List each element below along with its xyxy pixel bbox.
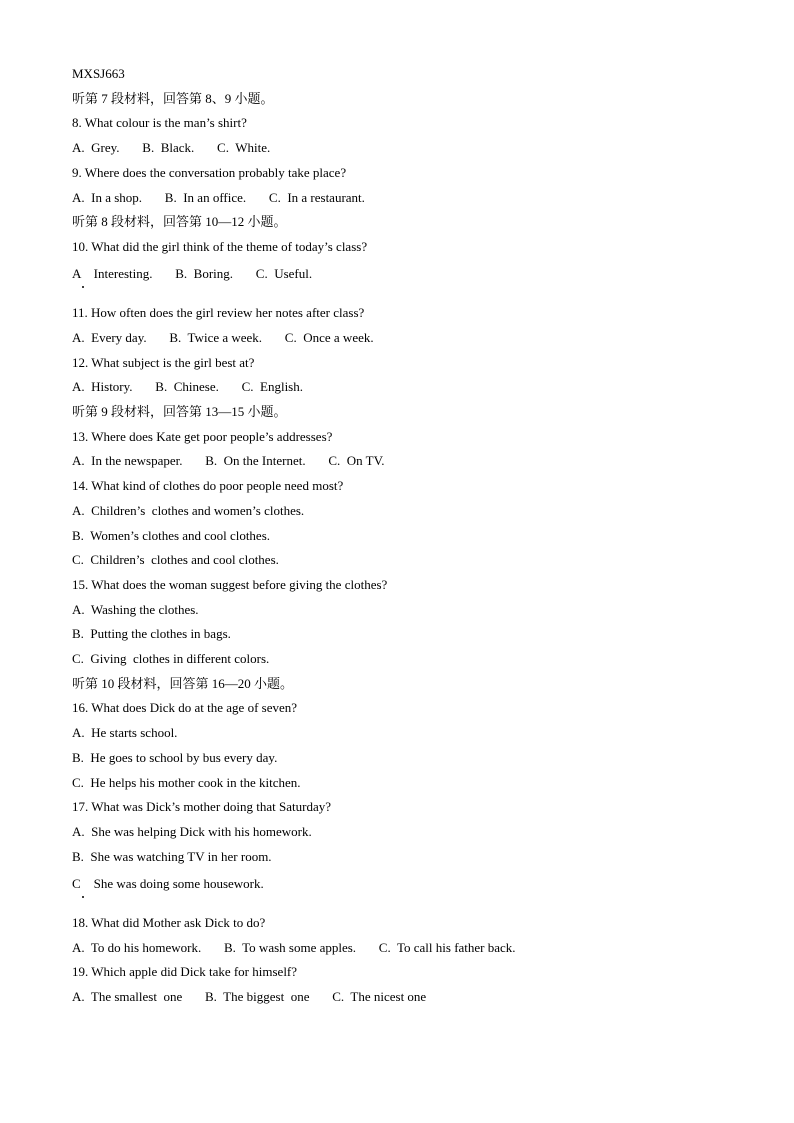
punctuation-dot xyxy=(82,286,84,288)
option: A. He starts school. xyxy=(72,725,178,740)
question: 13. Where does Kate get poor people’s addresses? xyxy=(72,429,333,444)
options-row: A. History. B. Chinese. C. English. xyxy=(72,379,303,394)
options-row: A. To do his homework. B. To wash some apples. C. To call his father back. xyxy=(72,940,516,955)
question: 14. What kind of clothes do poor people need most? xyxy=(72,478,344,493)
option: B. Putting the clothes in bags. xyxy=(72,626,231,641)
section-heading: 听第 8 段材料，回答第 10—12 小题。 xyxy=(72,214,287,229)
question: 8. What colour is the man’s shirt? xyxy=(72,115,247,130)
options-row: A Interesting. B. Boring. C. Useful. xyxy=(72,266,313,281)
options-row: A. Every day. B. Twice a week. C. Once a week. xyxy=(72,330,374,345)
question: 11. How often does the girl review her notes after class? xyxy=(72,305,365,320)
question: 16. What does Dick do at the age of seven? xyxy=(72,700,298,715)
options-row: A. In a shop. B. In an office. C. In a restaurant. xyxy=(72,190,365,205)
option: B. She was watching TV in her room. xyxy=(72,849,272,864)
punctuation-dot xyxy=(82,896,84,898)
options-row: A. The smallest one B. The biggest one C. The nicest one xyxy=(72,989,427,1004)
option: C. Giving clothes in different colors. xyxy=(72,651,270,666)
option: B. Women’s clothes and cool clothes. xyxy=(72,528,271,543)
question: 17. What was Dick’s mother doing that Saturday? xyxy=(72,799,331,814)
option: B. He goes to school by bus every day. xyxy=(72,750,278,765)
options-row: A. In the newspaper. B. On the Internet. C. On TV. xyxy=(72,453,385,468)
option: C. Children’s clothes and cool clothes. xyxy=(72,552,279,567)
document-code: MXSJ663 xyxy=(72,66,125,81)
question: 18. What did Mother ask Dick to do? xyxy=(72,915,266,930)
option: A. Children’s clothes and women’s clothes. xyxy=(72,503,305,518)
option: C She was doing some housework. xyxy=(72,876,264,891)
section-heading: 听第 10 段材料，回答第 16—20 小题。 xyxy=(72,676,294,691)
option: C. He helps his mother cook in the kitchen. xyxy=(72,775,301,790)
question: 9. Where does the conversation probably take place? xyxy=(72,165,347,180)
section-heading: 听第 7 段材料，回答第 8、9 小题。 xyxy=(72,91,274,106)
option: A. Washing the clothes. xyxy=(72,602,199,617)
question: 15. What does the woman suggest before giving the clothes? xyxy=(72,577,388,592)
options-row: A. Grey. B. Black. C. White. xyxy=(72,140,271,155)
question: 19. Which apple did Dick take for himself? xyxy=(72,964,298,979)
option: A. She was helping Dick with his homework. xyxy=(72,824,312,839)
section-heading: 听第 9 段材料，回答第 13—15 小题。 xyxy=(72,404,287,419)
question: 12. What subject is the girl best at? xyxy=(72,355,255,370)
question: 10. What did the girl think of the theme of today’s class? xyxy=(72,239,368,254)
